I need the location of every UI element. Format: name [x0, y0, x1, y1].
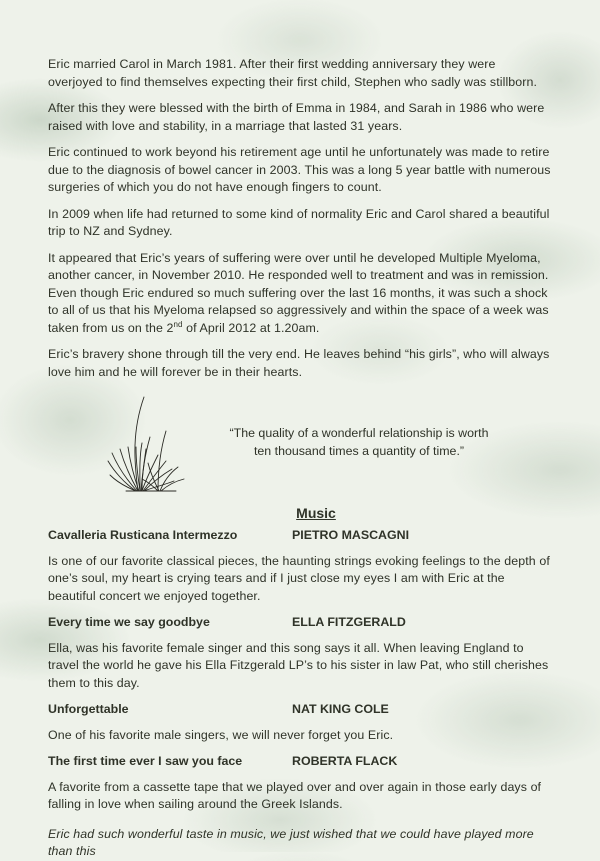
song-artist: ELLA FITZGERALD [292, 615, 406, 629]
paragraph-children: After this they were blessed with the birth of Emma in 1984, and Sarah in 1986 who were raised with love and stability, in a marriage that lasted 31 years. [48, 101, 545, 133]
song-description: Ella, was his favorite female singer and this song says it all. When leaving England to travel the world he gave his Ella Fitzgerald LP’s to his sister in law Pat, who still cherishes them to this day. [48, 640, 549, 690]
plant-illustration [106, 391, 186, 495]
song-artist: ROBERTA FLACK [292, 754, 398, 768]
song-description: Is one of our favorite classical pieces, the haunting strings evoking feelings to the depth of one’s soul, my heart is crying tears and if I just close my eyes I am with Eric at the beautiful concert we enjoyed together. [48, 553, 550, 603]
document-page [48, 56, 552, 861]
quote-block [48, 391, 552, 499]
song-artist: PIETRO MASCAGNI [292, 528, 410, 542]
myeloma-end: of April 2012 at 1.20am. [182, 320, 320, 335]
song-title: Unforgettable [48, 702, 129, 716]
myeloma-text: It appeared that Eric’s years of suffering were over until he developed Multiple Myeloma, another cancer, in November 2010. He responded well to treatment and was in remission. Even though Eric endured so much suffering over the last 16 months, it was such a shock to all of us that his Myeloma relapsed so aggressively and within the space of a week was taken from us on the 2 [48, 250, 549, 335]
paragraph-bravery: Eric’s bravery shone through till the very end. He leaves behind “his girls”, who will always love him and he will forever be in their hearts. [48, 347, 550, 379]
myeloma-superscript: nd [173, 319, 183, 329]
paragraph-cancer: Eric continued to work beyond his retirement age until he unfortunately was made to retire due to the diagnosis of bowel cancer in 2003. This was a long 5 year battle with numerous surgeries of which you do not have enough fingers to count. [48, 145, 551, 194]
song-title: The first time ever I saw you face [48, 754, 243, 768]
quote-line-2: ten thousand times a quantity of time.” [253, 443, 465, 458]
song-title: Every time we say goodbye [48, 615, 210, 629]
music-heading: Music [296, 505, 336, 521]
song-description: One of his favorite male singers, we will never forget you Eric. [48, 727, 394, 742]
paragraph-myeloma [48, 250, 552, 338]
song-row [48, 614, 552, 632]
paragraph-marriage: Eric married Carol in March 1981. After their first wedding anniversary they were overjoyed to find themselves expecting their first child, Stephen who sadly was stillborn. [48, 57, 538, 89]
closing-remark: Eric had such wonderful taste in music, we just wished that we could have played more than this [48, 826, 534, 858]
quote [224, 425, 494, 460]
song-description: A favorite from a cassette tape that we played over and over again in those early days of falling in love when sailing around the Greek Islands. [48, 779, 542, 811]
quote-line-1: “The quality of a wonderful relationship is worth [229, 426, 489, 440]
song-artist: NAT KING COLE [292, 702, 389, 716]
song-row [48, 753, 552, 771]
song-row [48, 527, 552, 545]
song-title: Cavalleria Rusticana Intermezzo [48, 528, 238, 542]
paragraph-trip: In 2009 when life had returned to some kind of normality Eric and Carol shared a beautiful trip to NZ and Sydney. [48, 206, 550, 238]
song-row [48, 701, 552, 719]
